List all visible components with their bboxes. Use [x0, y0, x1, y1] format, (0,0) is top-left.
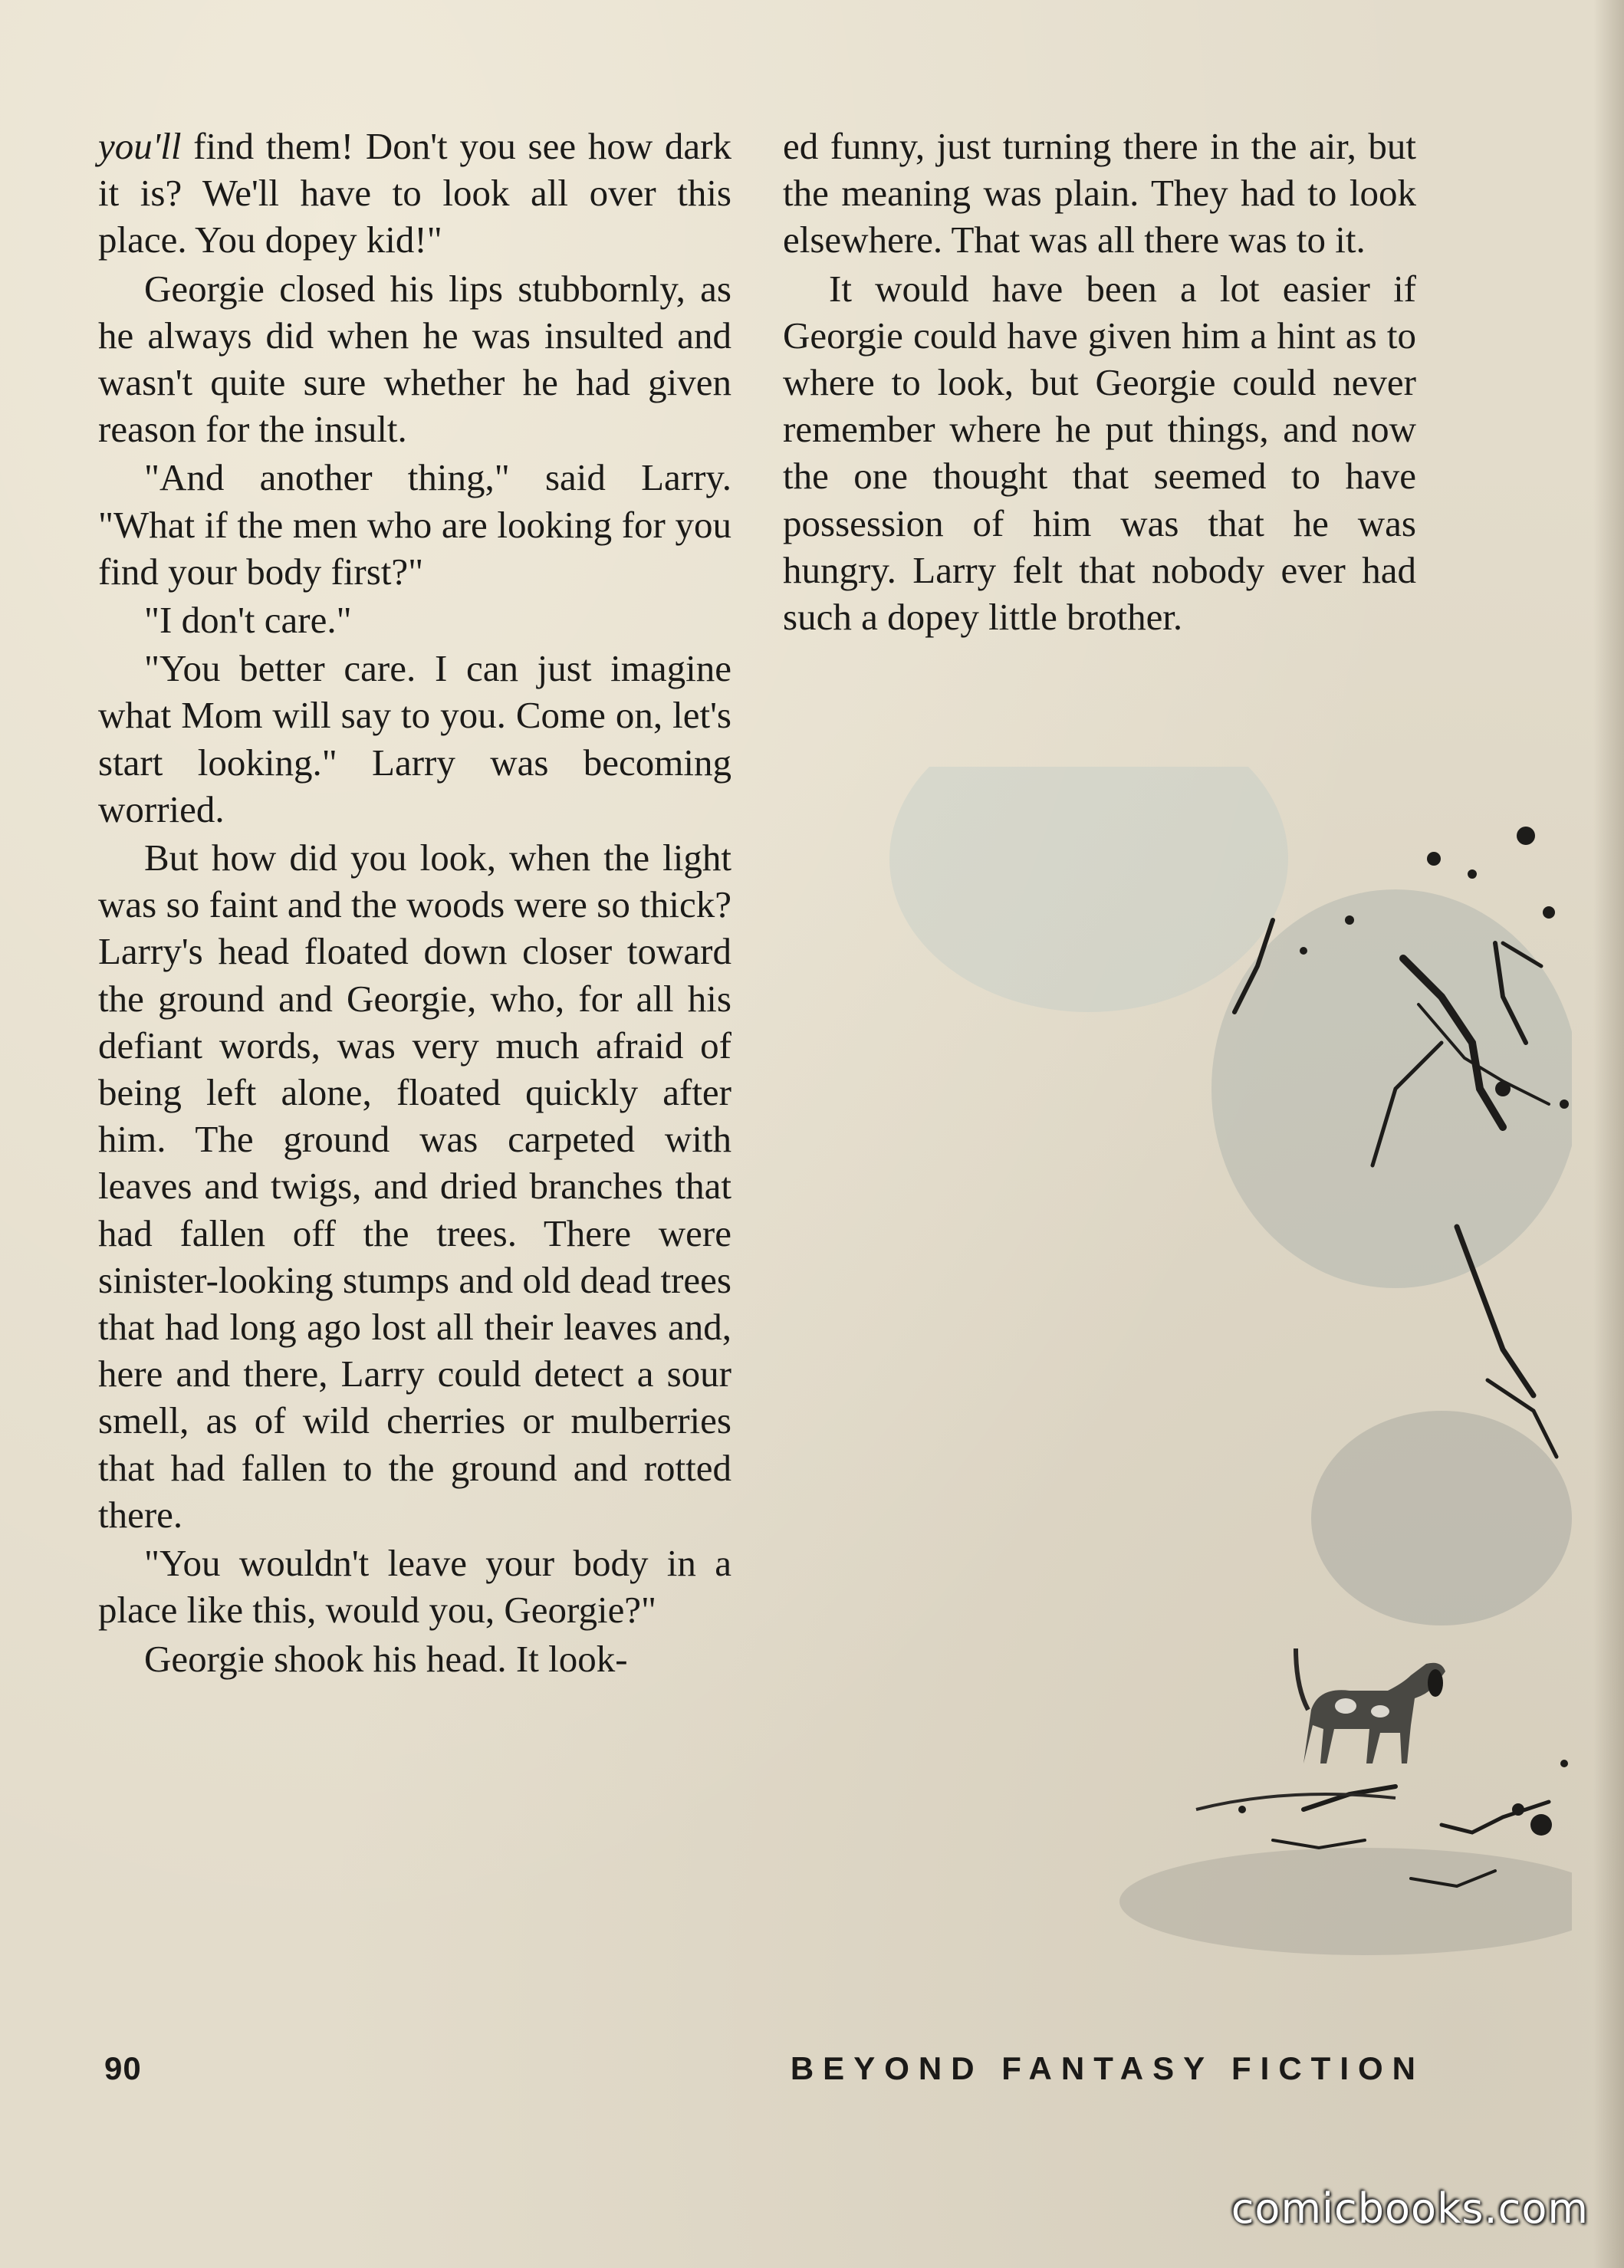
- wash-blot: [1311, 1411, 1572, 1625]
- paragraph: It would have been a lot easier if Georgie could have given him a hint as to where to look, but Georgie could never remember where he put things, and now the one thought that seemed to have possession of him was that he was hungry. Larry felt that nobody ever had such a dopey little brother.: [783, 267, 1416, 639]
- ground-line: [1196, 1794, 1396, 1809]
- right-text-column: [783, 123, 1416, 642]
- paragraph: "And another thing," said Larry. "What if the men who are looking for you find your body first?": [98, 456, 731, 593]
- paragraph: [98, 123, 731, 264]
- italic-word: you'll: [98, 125, 182, 167]
- paragraph: Georgie closed his lips stubbornly, as he always did when he was insulted and wasn't quite sure whether he had given reason for the insult.: [98, 267, 731, 451]
- paragraph: But how did you look, when the light was so faint and the woods were so thick? Larry's head floated down closer toward the ground and Georgie, who, for all his defiant words, was very much afraid of being left alone, floated quickly after him. The ground was carpeted with leaves and twigs, and dried branches that had fallen off the trees. There were sinister-looking stumps and old dead trees that had long ago lost all their leaves and, here and there, Larry could detect a sour smell, as of wild cherries or mulberries that had fallen to the ground and rotted there.: [98, 837, 731, 1536]
- paragraph: ed funny, just turning there in the air, but the meaning was plain. They had to look elsewhere. That was all there was to it.: [783, 125, 1416, 261]
- page-number: 90: [104, 2050, 142, 2086]
- illustration-svg: [767, 767, 1572, 2024]
- paragraph-text: find them! Don't you see how dark it is? We'll have to look all over this place. You dopey kid!": [98, 125, 731, 261]
- wash-blot: [1119, 1848, 1572, 1955]
- watermark: comicbooks.com: [1231, 2184, 1589, 2233]
- paragraph: "You wouldn't leave your body in a place like this, would you, Georgie?": [98, 1542, 731, 1632]
- page-edge-shadow: [1593, 0, 1624, 2268]
- wash-blot: [889, 767, 1288, 1012]
- left-text-column: [98, 123, 731, 1684]
- paragraph: "You better care. I can just imagine what Mom will say to you. Come on, let's start looking." Larry was becoming worried.: [98, 647, 731, 830]
- paragraph: "I don't care.": [144, 599, 352, 642]
- running-title: BEYOND FANTASY FICTION: [790, 2050, 1425, 2086]
- dog-icon: [1296, 1648, 1445, 1763]
- paragraph: Georgie shook his head. It look-: [144, 1637, 628, 1680]
- dog-woods-illustration: [767, 767, 1572, 2024]
